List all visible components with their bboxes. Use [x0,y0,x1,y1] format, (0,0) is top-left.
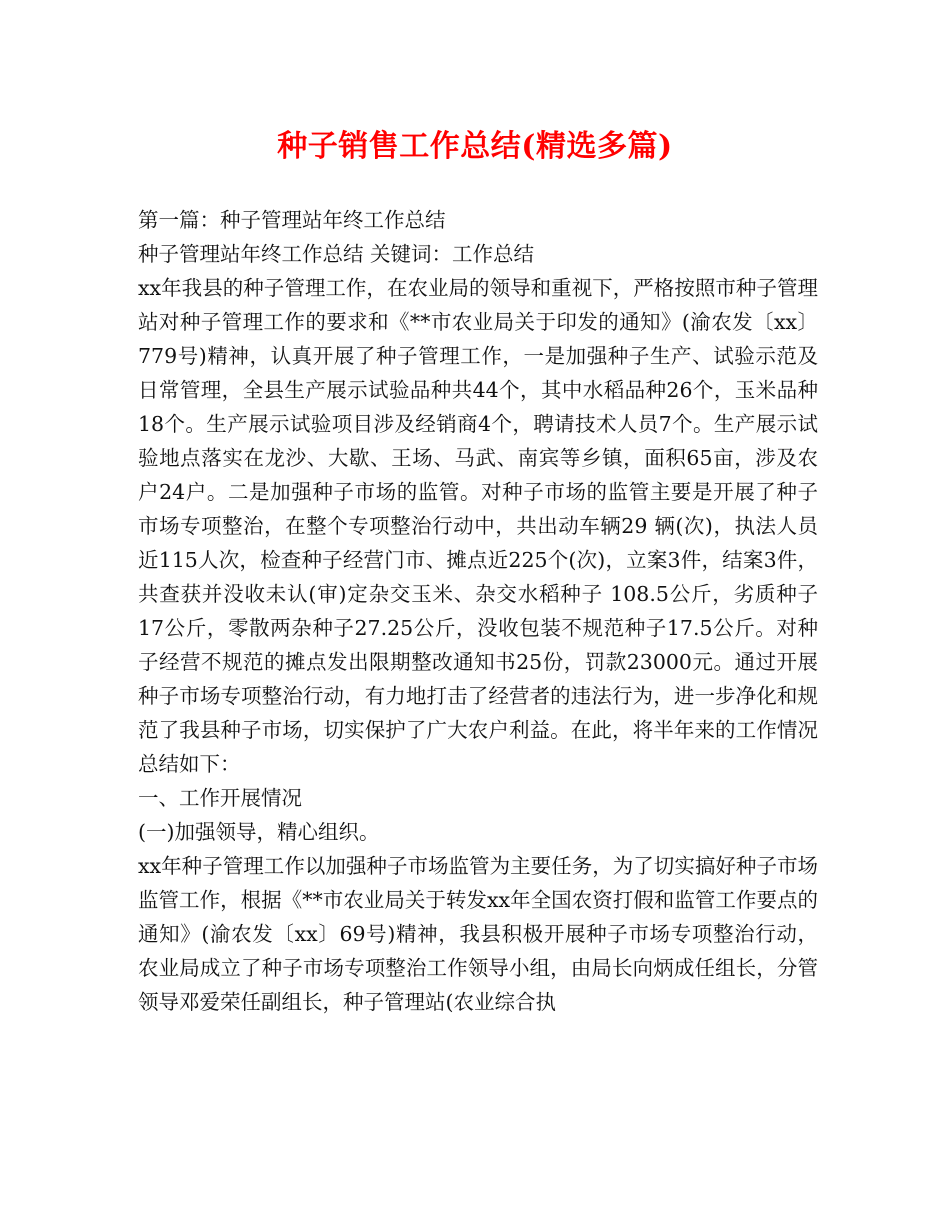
section-heading-part-one: 第一篇：种子管理站年终工作总结 [138,208,446,232]
subtitle-keywords-line: 种子管理站年终工作总结 关键词：工作总结 [138,242,535,266]
paragraph-annual-summary: xx年我县的种子管理工作，在农业局的领导和重视下，严格按照市种子管理站对种子管理工作的要求和《**市农业局关于印发的通知》(渝农发〔xx〕779号)精神，认真开展了种子管理工作，一是加强种子生产、试验示范及日常管理，全县生产展示试验品种共44个，其中水稻品种26个，玉米品种18个。生产展示试验项目涉及经销商4个，聘请技术人员7个。生产展示试验地点落实在龙沙、大歇、王场、马武、南宾等乡镇，面积65亩，涉及农户24户。二是加强种子市场的监管。对种子市场的监管主要是开展了种子市场专项整治，在整个专项整治行动中，共出动车辆29 辆(次)，执法人员近115人次，检查种子经营门市、摊点近225个(次)，立案3件，结案3件，共查获并没收未认(审)定杂交玉米、杂交水稻种子 108.5公斤，劣质种子17公斤，零散两杂种子27.25公斤，没收包装不规范种子17.5公斤。对种子经营不规范的摊点发出限期整改通知书25份，罚款23000元。通过开展种子市场专项整治行动，有力地打击了经营者的违法行为，进一步净化和规范了我县种子市场，切实保护了广大农户利益。在此，将半年来的工作情况总结如下： [138,276,818,776]
document-body [138,203,818,1019]
document-title: 种子销售工作总结(精选多篇) [277,129,673,164]
paragraph-market-supervision: xx年种子管理工作以加强种子市场监管为主要任务，为了切实搞好种子市场监管工作，根据《**市农业局关于转发xx年全国农资打假和监管工作要点的通知》(渝农发〔xx〕69号)精神，我县积极开展种子市场专项整治行动，农业局成立了种子市场专项整治工作领导小组，由局长向炳成任组长，分管领导邓爱荣任副组长，种子管理站(农业综合执 [138,854,818,1014]
section-heading-work-status: 一、工作开展情况 [138,786,302,810]
subsection-heading-leadership: (一)加强领导，精心组织。 [138,820,380,844]
